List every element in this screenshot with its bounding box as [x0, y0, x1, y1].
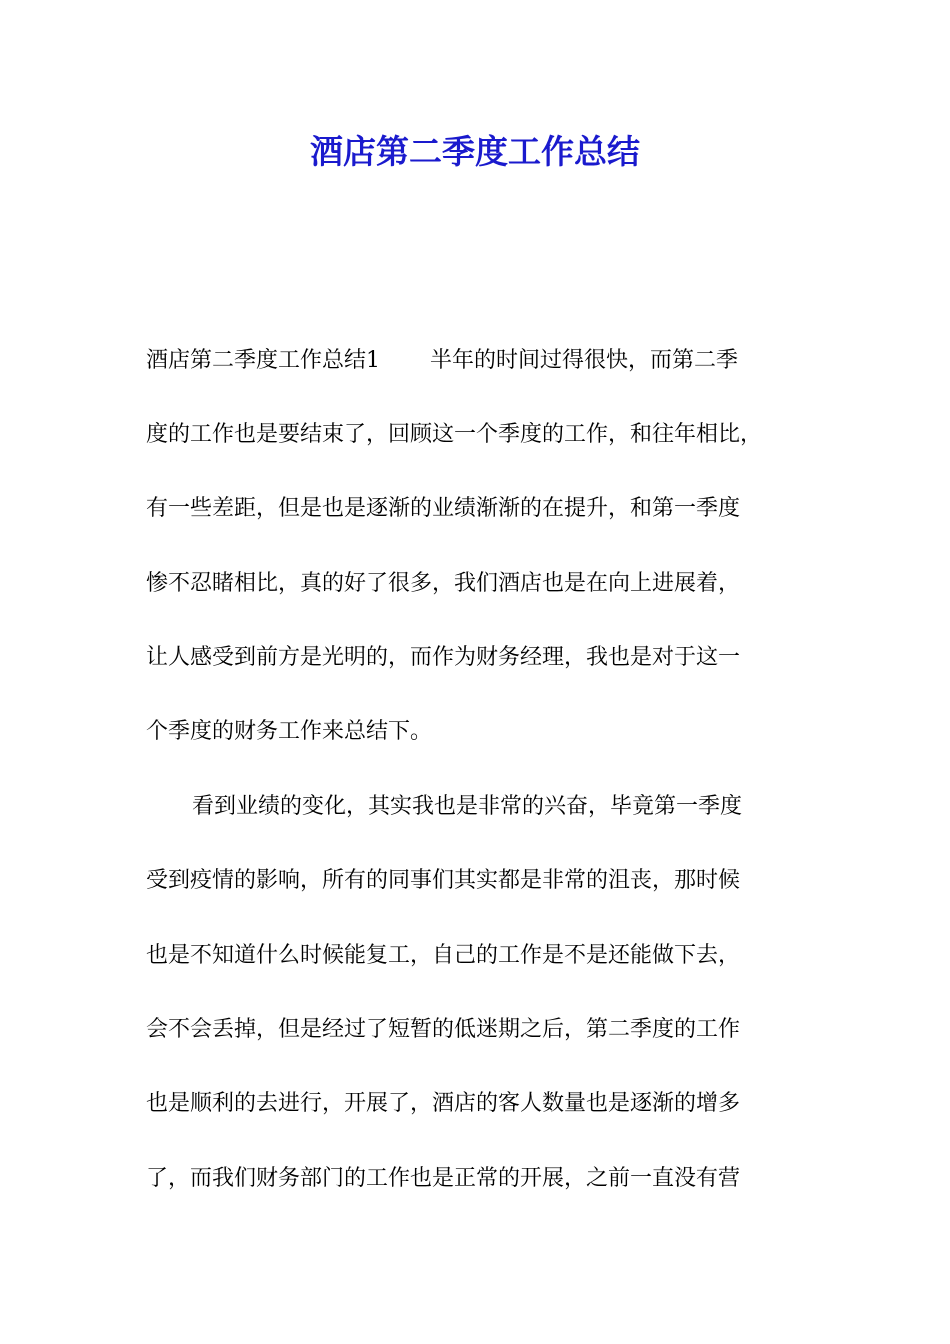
- paragraph-text: 半年的时间过得很快，而第二季: [430, 348, 739, 373]
- paragraph-line: 了，而我们财务部门的工作也是正常的开展，之前一直没有营: [146, 1166, 741, 1191]
- paragraph-line: 个季度的财务工作来总结下。: [146, 719, 433, 744]
- paragraph-line: 度的工作也是要结束了，回顾这一个季度的工作，和往年相比，: [146, 422, 763, 447]
- paragraph-line: [146, 343, 846, 379]
- section-heading: 酒店第二季度工作总结1: [146, 348, 380, 373]
- paragraph-line: 惨不忍睹相比，真的好了很多，我们酒店也是在向上进展着，: [146, 571, 741, 596]
- paragraph-line: 会不会丢掉，但是经过了短暂的低迷期之后，第二季度的工作: [146, 1017, 741, 1042]
- paragraph-line: 也是顺利的去进行，开展了，酒店的客人数量也是逐渐的增多: [146, 1091, 741, 1116]
- paragraph-line: 有一些差距，但是也是逐渐的业绩渐渐的在提升，和第一季度: [146, 496, 741, 521]
- document-title: 酒店第二季度工作总结: [310, 132, 640, 171]
- paragraph-line: 看到业绩的变化，其实我也是非常的兴奋，毕竟第一季度: [192, 794, 743, 819]
- paragraph-line: 也是不知道什么时候能复工，自己的工作是不是还能做下去，: [146, 943, 741, 968]
- paragraph-line: 受到疫情的影响，所有的同事们其实都是非常的沮丧，那时候: [146, 868, 741, 893]
- paragraph-line: 让人感受到前方是光明的，而作为财务经理，我也是对于这一: [146, 645, 741, 670]
